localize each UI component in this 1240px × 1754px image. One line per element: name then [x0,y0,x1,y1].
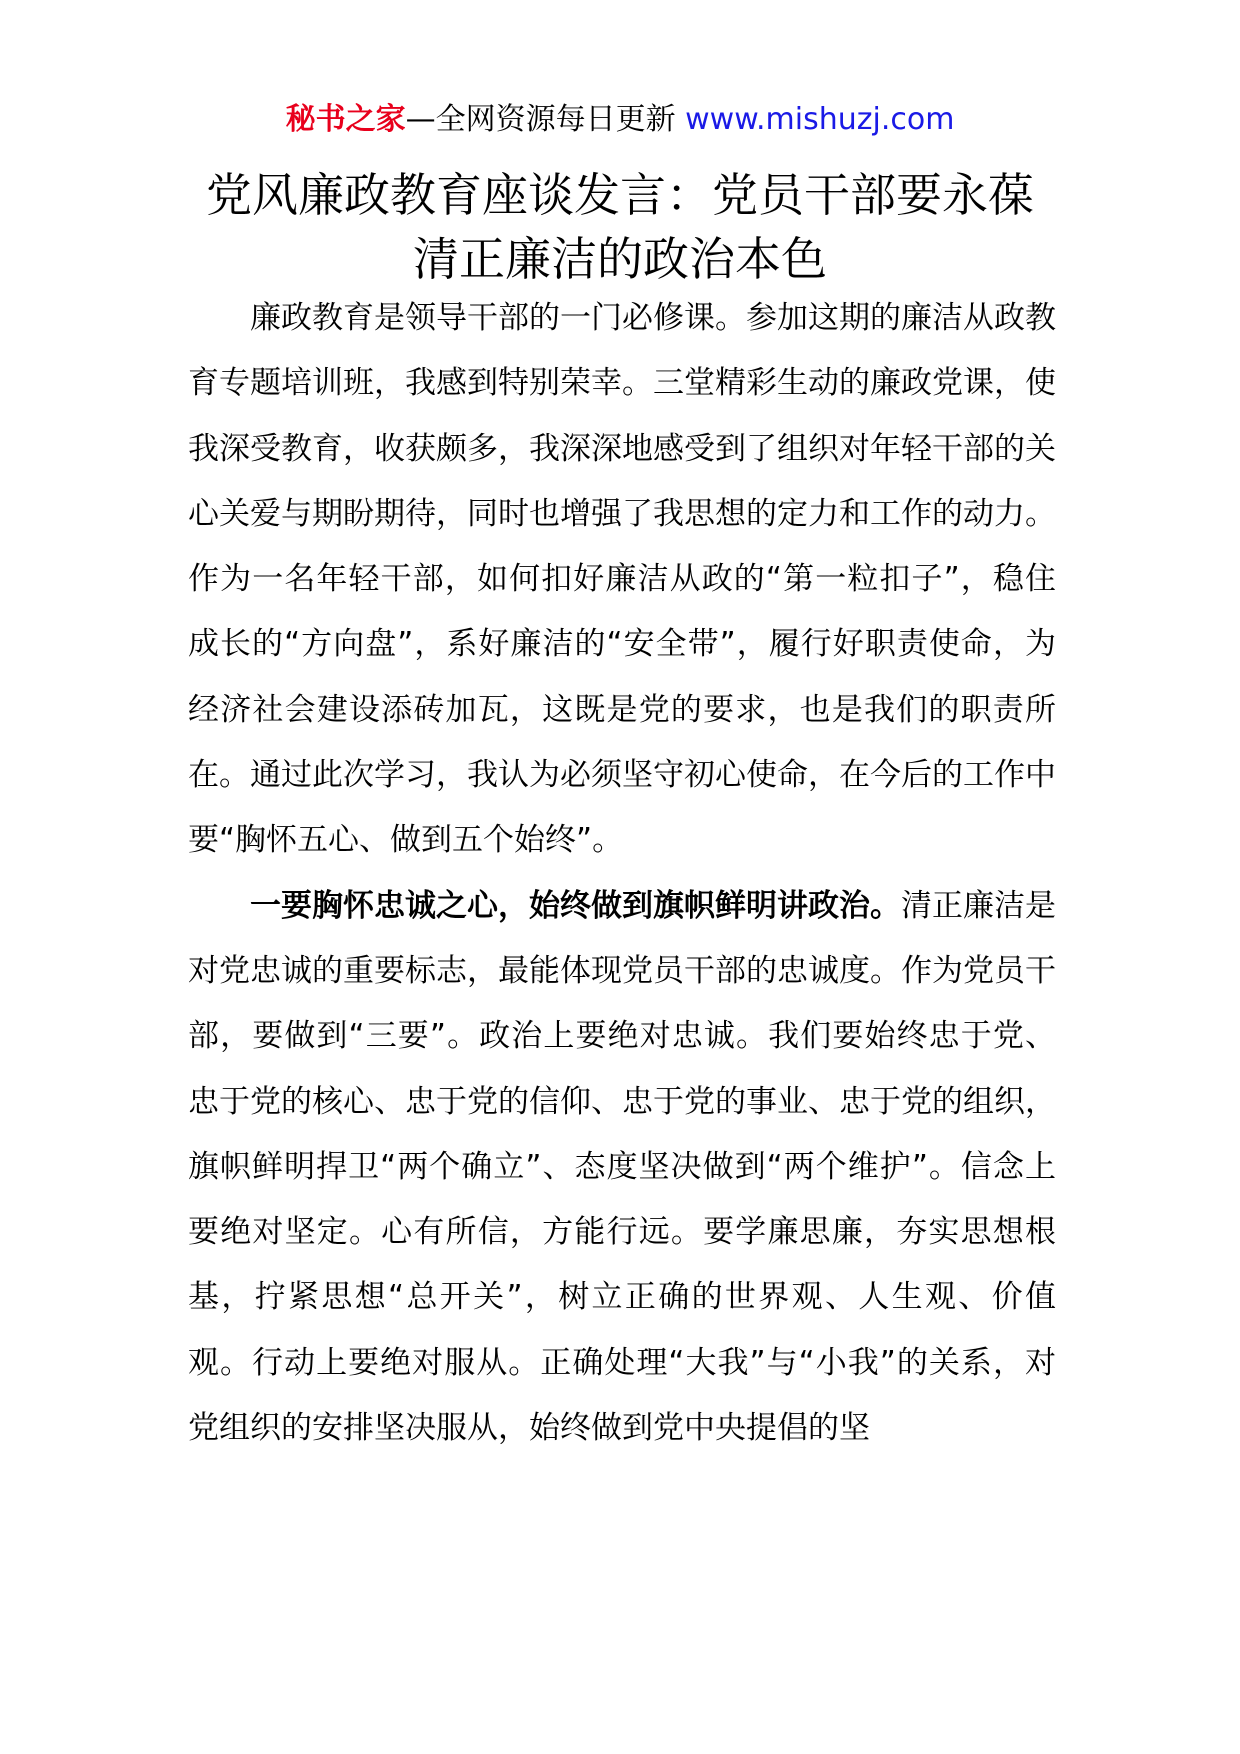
paragraph-text: 清正廉洁是对党忠诚的重要标志，最能体现党员干部的忠诚度。作为党员干部，要做到“三要”。政治上要绝对忠诚。我们要始终忠于党、忠于党的核心、忠于党的信仰、忠于党的事业、忠于党的组织，旗帜鲜明捍卫“两个确立”、态度坚决做到“两个维护”。信念上要绝对坚定。心有所信，方能行远。要学廉思廉，夯实思想根基，拧紧思想“总开关”，树立正确的世界观、人生观、价值观。行动上要绝对服从。正确处理“大我”与“小我”的关系，对党组织的安排坚决服从，始终做到党中央提倡的坚 [188,887,1056,1447]
paragraph-intro [188,286,1056,874]
site-url-link[interactable]: www.mishuzj.com [685,102,955,137]
document-body [188,286,1056,1461]
document-title: 党风廉政教育座谈发言：党员干部要永葆清正廉洁的政治本色 [206,168,1034,286]
paragraph-text: 廉政教育是领导干部的一门必修课。参加这期的廉洁从政教育专题培训班，我感到特别荣幸。三堂精彩生动的廉政党课，使我深受教育，收获颇多，我深深地感受到了组织对年轻干部的关心关爱与期盼期待，同时也增强了我思想的定力和工作的动力。作为一名年轻干部，如何扣好廉洁从政的“第一粒扣子”，稳住成长的“方向盘”，系好廉洁的“安全带”，履行好职责使命，为经济社会建设添砖加瓦，这既是党的要求，也是我们的职责所在。通过此次学习，我认为必须坚守初心使命，在今后的工作中要“胸怀五心、做到五个始终”。 [188,300,1056,859]
site-header [0,100,1240,140]
paragraph-loyalty [188,874,1056,1462]
site-brand: 秘书之家 [285,102,406,137]
paragraph-lead: 一要胸怀忠诚之心，始终做到旗帜鲜明讲政治。 [250,887,901,924]
site-tagline: —全网资源每日更新 [405,102,676,137]
